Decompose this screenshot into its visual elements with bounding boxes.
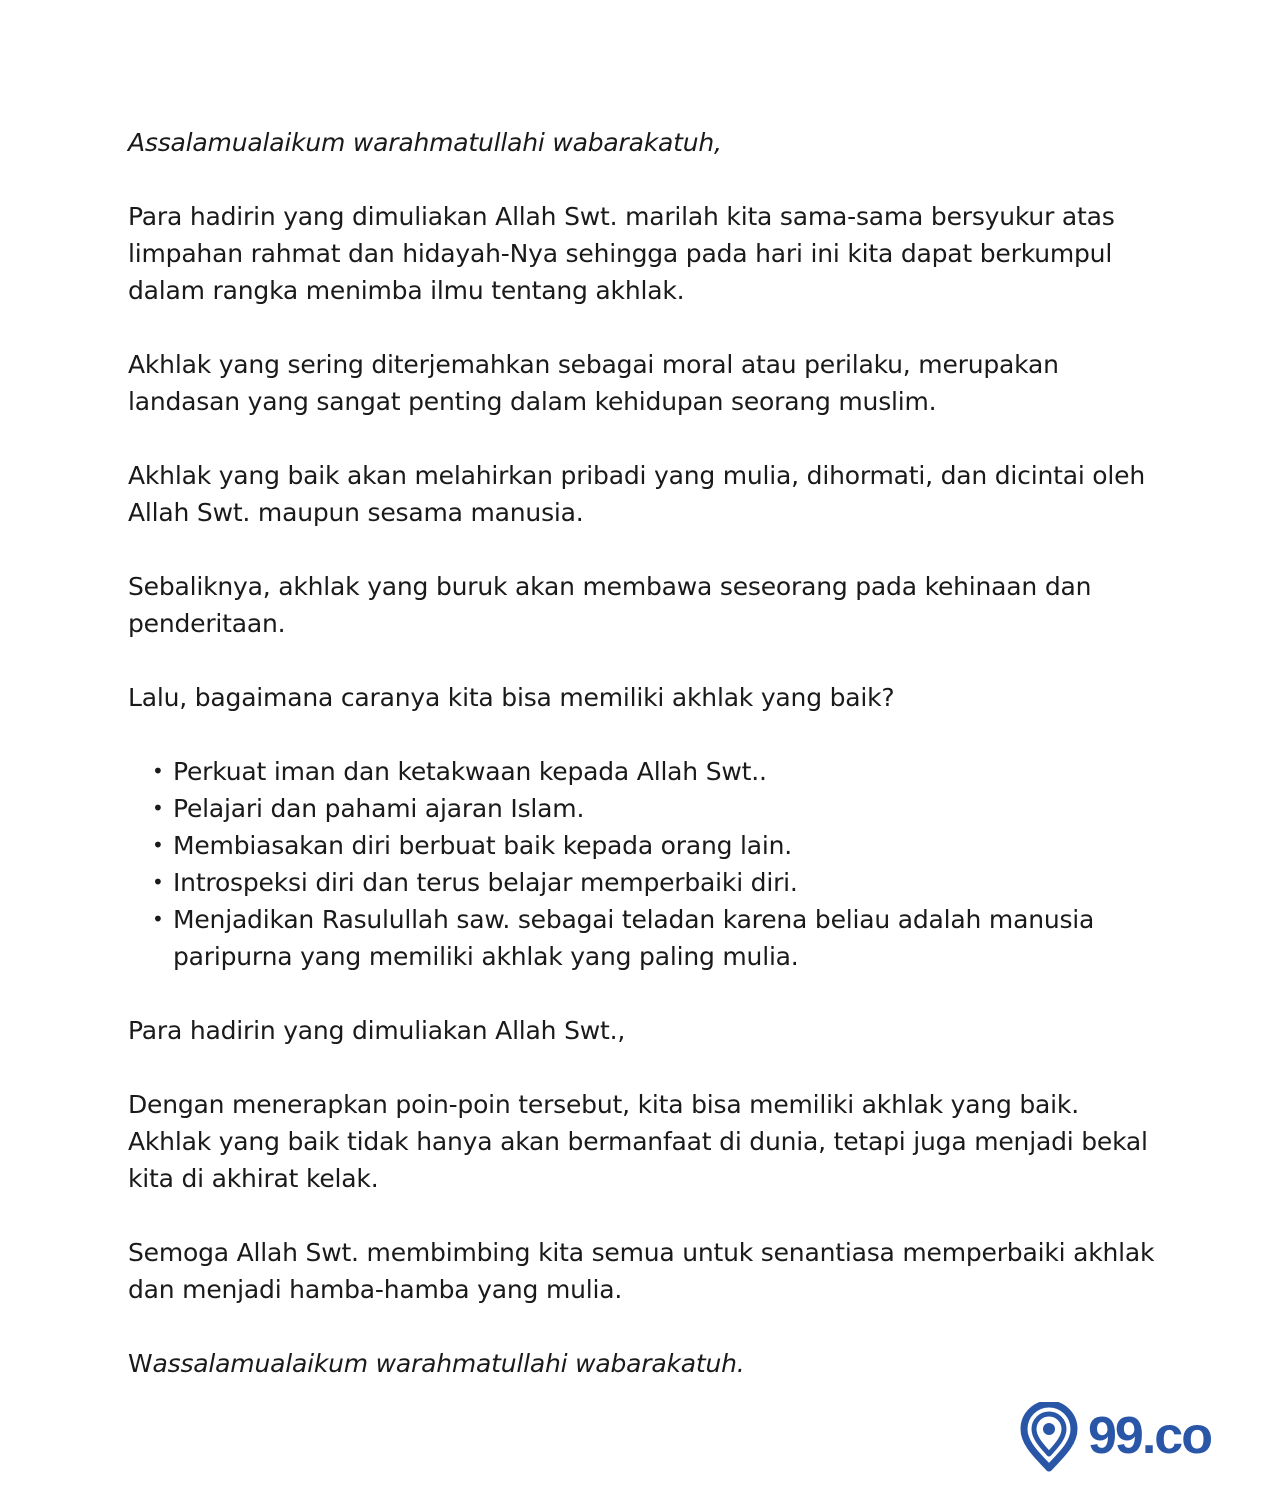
map-pin-icon bbox=[1018, 1402, 1080, 1472]
paragraph-prayer: Semoga Allah Swt. membimbing kita semua untuk senantiasa memperbaiki akhlak dan menjadi hamba-hamba yang mulia. bbox=[128, 1238, 1155, 1304]
paragraph-good-akhlak: Akhlak yang baik akan melahirkan pribadi yang mulia, dihormati, dan dicintai oleh Allah Swt. maupun sesama manusia. bbox=[128, 461, 1145, 527]
paragraph-address: Para hadirin yang dimuliakan Allah Swt., bbox=[128, 1016, 626, 1045]
conclusion-line-1: Dengan menerapkan poin-poin tersebut, kita bisa memiliki akhlak yang baik. bbox=[128, 1090, 1079, 1119]
closing-greeting-text: assalamualaikum warahmatullahi wabarakatuh. bbox=[152, 1349, 745, 1378]
logo-text: 99.co bbox=[1088, 1407, 1211, 1465]
list-item: • Menjadikan Rasulullah saw. sebagai teladan karena beliau adalah manusia paripurna yang memiliki akhlak yang paling mulia. bbox=[173, 901, 1158, 975]
list-item: • Membiasakan diri berbuat baik kepada orang lain. bbox=[173, 827, 1158, 864]
conclusion-line-2: Akhlak yang baik tidak hanya akan bermanfaat di dunia, tetapi juga menjadi bekal kita di akhirat kelak. bbox=[128, 1127, 1148, 1193]
paragraph-akhlak-definition: Akhlak yang sering diterjemahkan sebagai moral atau perilaku, merupakan landasan yang sangat penting dalam kehidupan seorang muslim. bbox=[128, 350, 1059, 416]
list-item: • Perkuat iman dan ketakwaan kepada Allah Swt.. bbox=[173, 753, 1158, 790]
paragraph-question: Lalu, bagaimana caranya kita bisa memiliki akhlak yang baik? bbox=[128, 683, 895, 712]
closing-greeting bbox=[128, 1345, 1158, 1382]
tips-list bbox=[128, 753, 1158, 975]
paragraph-intro: Para hadirin yang dimuliakan Allah Swt. marilah kita sama-sama bersyukur atas limpahan rahmat dan hidayah-Nya sehingga pada hari ini kita dapat berkumpul dalam rangka menimba ilmu tentang akhlak. bbox=[128, 202, 1115, 305]
list-item: • Introspeksi diri dan terus belajar memperbaiki diri. bbox=[173, 864, 1158, 901]
list-item: • Pelajari dan pahami ajaran Islam. bbox=[173, 790, 1158, 827]
speech-document bbox=[128, 124, 1158, 1419]
paragraph-bad-akhlak: Sebaliknya, akhlak yang buruk akan membawa seseorang pada kehinaan dan penderitaan. bbox=[128, 572, 1092, 638]
opening-greeting: Assalamualaikum warahmatullahi wabarakatuh, bbox=[128, 128, 722, 157]
paragraph-conclusion bbox=[128, 1086, 1158, 1197]
brand-logo bbox=[1018, 1402, 1228, 1472]
closing-first-letter: W bbox=[128, 1349, 153, 1378]
